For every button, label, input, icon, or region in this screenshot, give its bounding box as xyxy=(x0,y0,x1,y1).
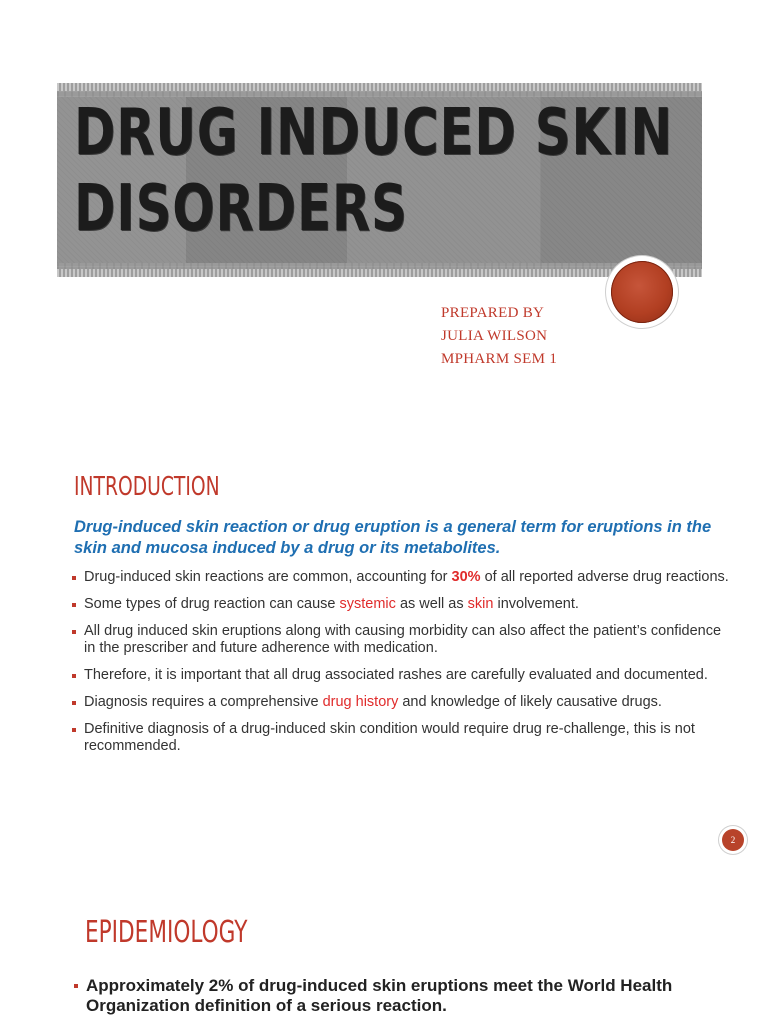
slide-title-line-2: DISORDERS xyxy=(74,172,408,246)
bullet-icon xyxy=(72,576,76,580)
bullet-icon xyxy=(72,701,76,705)
highlight-skin: skin xyxy=(467,596,494,612)
course-label: MPHARM SEM 1 xyxy=(441,351,558,367)
page-number-badge xyxy=(719,826,747,854)
list-item: Therefore, it is important that all drug associated rashes are carefully evaluated and documented. xyxy=(72,667,732,684)
highlight-drug-history: drug history xyxy=(322,694,399,710)
bullet-icon xyxy=(72,674,76,678)
list-item: All drug induced skin eruptions along with causing morbidity can also affect the patient’s confidence in the prescriber and future adherence with medication. xyxy=(72,623,732,657)
slide-title-line-1: DRUG INDUCED SKIN xyxy=(74,96,673,170)
highlight-systemic: systemic xyxy=(339,596,396,612)
introduction-bullet-list xyxy=(72,569,732,765)
highlight-percent: 30% xyxy=(451,569,481,585)
epidemiology-bullet: Approximately 2% of drug-induced skin eruptions meet the World Health Organization definition of a serious reaction. xyxy=(74,976,726,1016)
banner-bottom-stripe xyxy=(57,269,702,277)
list-item: Drug-induced skin reactions are common, accounting for 30% of all reported adverse drug reactions. xyxy=(72,569,732,586)
prepared-by-label: PREPARED BY xyxy=(441,305,545,321)
bullet-icon xyxy=(72,603,76,607)
list-item: Definitive diagnosis of a drug-induced skin condition would require drug re-challenge, this is not recommended. xyxy=(72,721,732,755)
epidemiology-heading: EPIDEMIOLOGY xyxy=(85,915,248,950)
page-number: 2 xyxy=(722,829,744,851)
list-item: Diagnosis requires a comprehensive drug history and knowledge of likely causative drugs. xyxy=(72,694,732,711)
list-item: Some types of drug reaction can cause systemic as well as skin involvement. xyxy=(72,596,732,613)
slide-title xyxy=(74,95,698,247)
definition-text: Drug-induced skin reaction or drug eruption is a general term for eruptions in the skin and mucosa induced by a drug or its metabolites. xyxy=(74,518,712,557)
bullet-icon xyxy=(72,630,76,634)
bullet-icon xyxy=(72,728,76,732)
decorative-circle-icon xyxy=(606,256,678,328)
title-banner xyxy=(57,83,702,277)
author-block xyxy=(441,302,557,371)
introduction-heading: INTRODUCTION xyxy=(74,472,220,502)
banner-top-stripe xyxy=(57,83,702,91)
bullet-icon xyxy=(74,984,78,988)
author-name: JULIA WILSON xyxy=(441,328,548,344)
